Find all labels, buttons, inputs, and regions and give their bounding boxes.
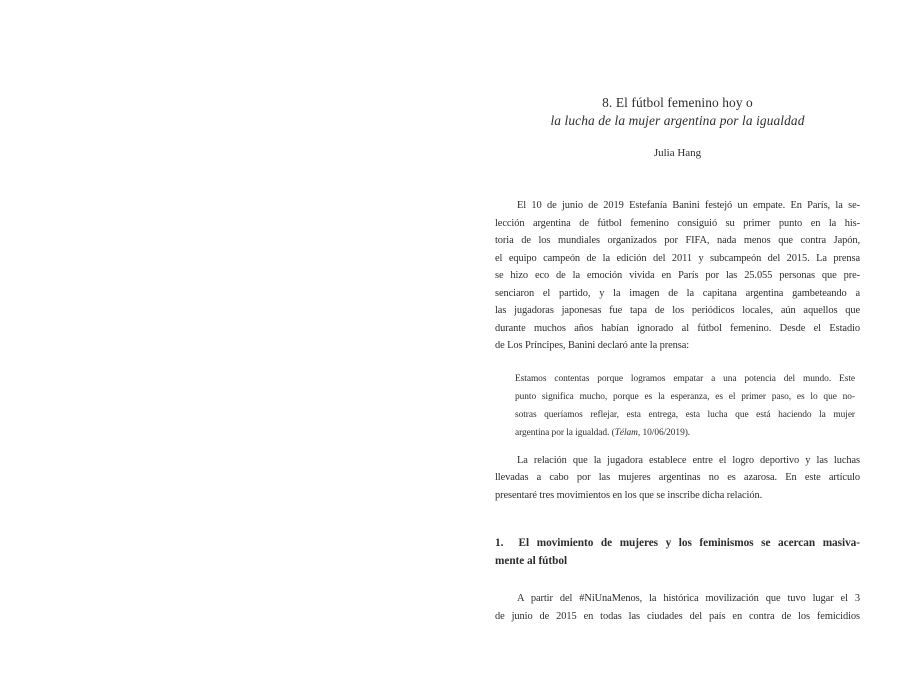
block-quote xyxy=(495,370,860,443)
text-line: de Los Príncipes, Banini declaró ante la prensa: xyxy=(495,340,690,351)
text-line: llevadas a cabo por las mujeres argentinas no es azarosa. En este artículo xyxy=(495,472,860,484)
paragraph-relation xyxy=(495,452,860,505)
text-line: mente al fútbol xyxy=(495,554,568,567)
text-line: presentaré tres movimientos en los que se inscribe dicha relación. xyxy=(495,489,763,501)
text-line: de junio de 2015 en todas las ciudades del país en contra de los femicidios xyxy=(495,610,860,622)
text-line: senciaron el partido, y la imagen de la capitana argentina gambeteando a xyxy=(495,287,860,299)
paragraph-intro xyxy=(495,197,860,355)
author-name: Julia Hang xyxy=(653,147,702,159)
text-line: se hizo eco de la emoción vivida en París por las 25.055 personas que pre- xyxy=(495,270,860,281)
text-line: A partir del #NiUnaMenos, la histórica movilización que tuvo lugar el 3 xyxy=(517,593,860,605)
paragraph-niunamenos xyxy=(495,590,860,625)
left-page-blank xyxy=(0,0,453,680)
text-line: punto significa mucho, porque es la esperanza, es el primer paso, es lo que no- xyxy=(515,391,855,402)
text-line: sotras queríamos reflejar, esta entrega, esta lucha que está haciendo la mujer xyxy=(515,410,855,421)
text-line: las jugadoras japonesas fue tapa de los periódicos locales, aún aquellos que xyxy=(495,305,860,316)
chapter-subtitle: la lucha de la mujer argentina por la igualdad xyxy=(550,113,805,128)
chapter-title xyxy=(495,94,860,130)
section-heading xyxy=(495,535,860,570)
text-line: La relación que la jugadora establece entre el logro deportivo y las luchas xyxy=(517,454,860,466)
text-line: 1. El movimiento de mujeres y los feminismos se acercan masiva- xyxy=(495,537,860,550)
text-line: toria de los mundiales organizados por FIFA, nada menos que contra Japón, xyxy=(495,235,860,246)
text-line: el equipo campeón de la edición del 2011 y subcampeón del 2015. La prensa xyxy=(495,252,860,264)
text-line: argentina por la igualdad. (Télam, 10/06/2019). xyxy=(515,428,691,439)
chapter-title-line1: 8. El fútbol femenino hoy o xyxy=(602,95,753,110)
text-line: lección argentina de fútbol femenino consiguió su primer punto en la his- xyxy=(495,217,860,229)
text-line: durante muchos años habían ignorado al fútbol femenino. Desde el Estadio xyxy=(495,322,860,334)
text-line: Estamos contentas porque logramos empatar a una potencia del mundo. Este xyxy=(515,373,855,384)
page-content xyxy=(495,0,860,625)
text-line: El 10 de junio de 2019 Estefanía Banini festejó un empate. En París, la se- xyxy=(517,200,860,211)
